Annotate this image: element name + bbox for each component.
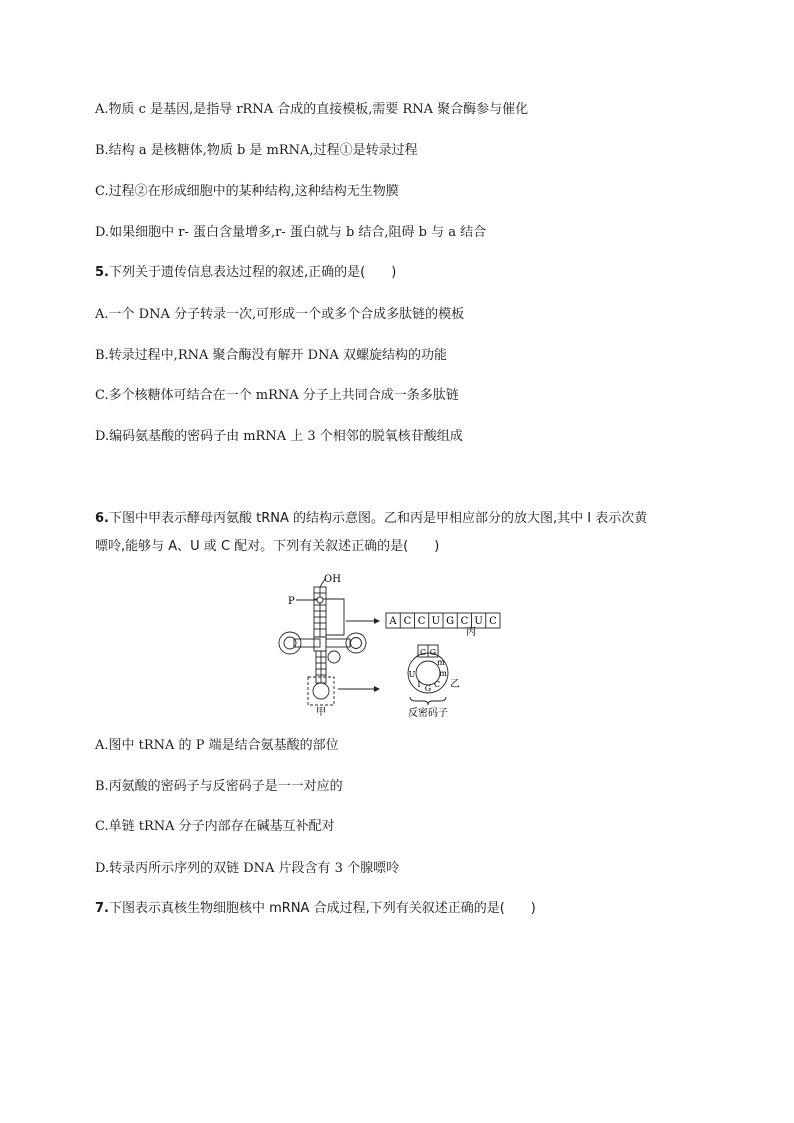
- q4-option-b: B.结构 a 是核糖体,物质 b 是 mRNA,过程①是转录过程: [95, 143, 418, 158]
- q5-option-a: A.一个 DNA 分子转录一次,可形成一个或多个合成多肽链的模板: [95, 307, 465, 322]
- bing-base-2: C: [403, 616, 412, 627]
- q7-stem-text: 下图表示真核生物细胞核中 mRNA 合成过程,下列有关叙述正确的是( ): [108, 901, 536, 916]
- q6-option-a: A.图中 tRNA 的 P 端是结合氨基酸的部位: [95, 738, 339, 753]
- q6-stem-line1: [95, 510, 647, 528]
- trna-diagram: [270, 573, 510, 721]
- label-p: P: [288, 596, 295, 607]
- q6-stem-text-1: 下图中甲表示酵母丙氨酸 tRNA 的结构示意图。乙和丙是甲相应部分的放大图,其中 I 表示次黄: [108, 511, 648, 526]
- q4-option-c: C.过程②在形成细胞中的某种结构,这种结构无生物膜: [95, 184, 399, 199]
- yi-base-4: I: [417, 680, 421, 689]
- yi-base-7: m: [439, 669, 447, 678]
- q6-option-c: C.单链 tRNA 分子内部存在碱基互补配对: [95, 819, 335, 834]
- anticodon-brace: [410, 697, 446, 705]
- label-oh: OH: [324, 574, 341, 585]
- bing-base-7: U: [474, 616, 483, 627]
- yi-base-1: C: [419, 648, 427, 657]
- q6-option-d: D.转录丙所示序列的双链 DNA 片段含有 3 个腺嘌呤: [95, 861, 400, 876]
- q4-option-d: D.如果细胞中 r- 蛋白含量增多,r- 蛋白就与 b 结合,阻碍 b 与 a 结合: [95, 225, 487, 240]
- q5-option-b: B.转录过程中,RNA 聚合酶没有解开 DNA 双螺旋结构的功能: [95, 348, 447, 363]
- bing-base-8: C: [489, 616, 497, 627]
- d-loop: [279, 632, 301, 654]
- bing-base-1: A: [389, 616, 397, 627]
- label-jia: 甲: [316, 707, 326, 718]
- q6-stem-line2: 嘌呤,能够与 A、U 或 C 配对。下列有关叙述正确的是( ): [95, 539, 440, 554]
- q5-number: 5.: [95, 265, 109, 280]
- q5-stem: [95, 264, 396, 282]
- q5-option-c: C.多个核糖体可结合在一个 mRNA 分子上共同合成一条多肽链: [95, 388, 459, 403]
- q5-option-d: D.编码氨基酸的密码子由 mRNA 上 3 个相邻的脱氧核苷酸组成: [95, 429, 463, 444]
- acceptor-bracket: [326, 599, 344, 635]
- bing-base-5: G: [446, 616, 455, 627]
- yi-base-3: U: [408, 670, 416, 679]
- bing-base-3: C: [417, 616, 426, 627]
- q4-option-a: A.物质 c 是基因,是指导 rRNA 合成的直接模板,需要 RNA 聚合酶参与催化: [95, 102, 529, 117]
- yi-base-8: m: [437, 658, 445, 667]
- yi-base-6: C: [433, 680, 441, 689]
- label-yi: 乙: [450, 679, 460, 690]
- q7-number: 7.: [95, 901, 109, 916]
- q7-stem: [95, 900, 536, 918]
- yi-base-5: G: [424, 684, 432, 693]
- trna-figure: [270, 573, 510, 721]
- variable-loop: [328, 651, 340, 663]
- q6-number: 6.: [95, 511, 109, 526]
- t-loop: [346, 633, 366, 653]
- q6-option-b: B.丙氨酸的密码子与反密码子是一一对应的: [95, 779, 343, 794]
- bing-base-4: U: [431, 616, 441, 627]
- bing-base-6: C: [460, 616, 469, 627]
- label-bing: 丙: [466, 627, 476, 638]
- q5-stem-text: 下列关于遗传信息表达过程的叙述,正确的是( ): [108, 265, 397, 280]
- label-anticodon: 反密码子: [408, 708, 448, 719]
- yi-base-2: G: [429, 648, 437, 657]
